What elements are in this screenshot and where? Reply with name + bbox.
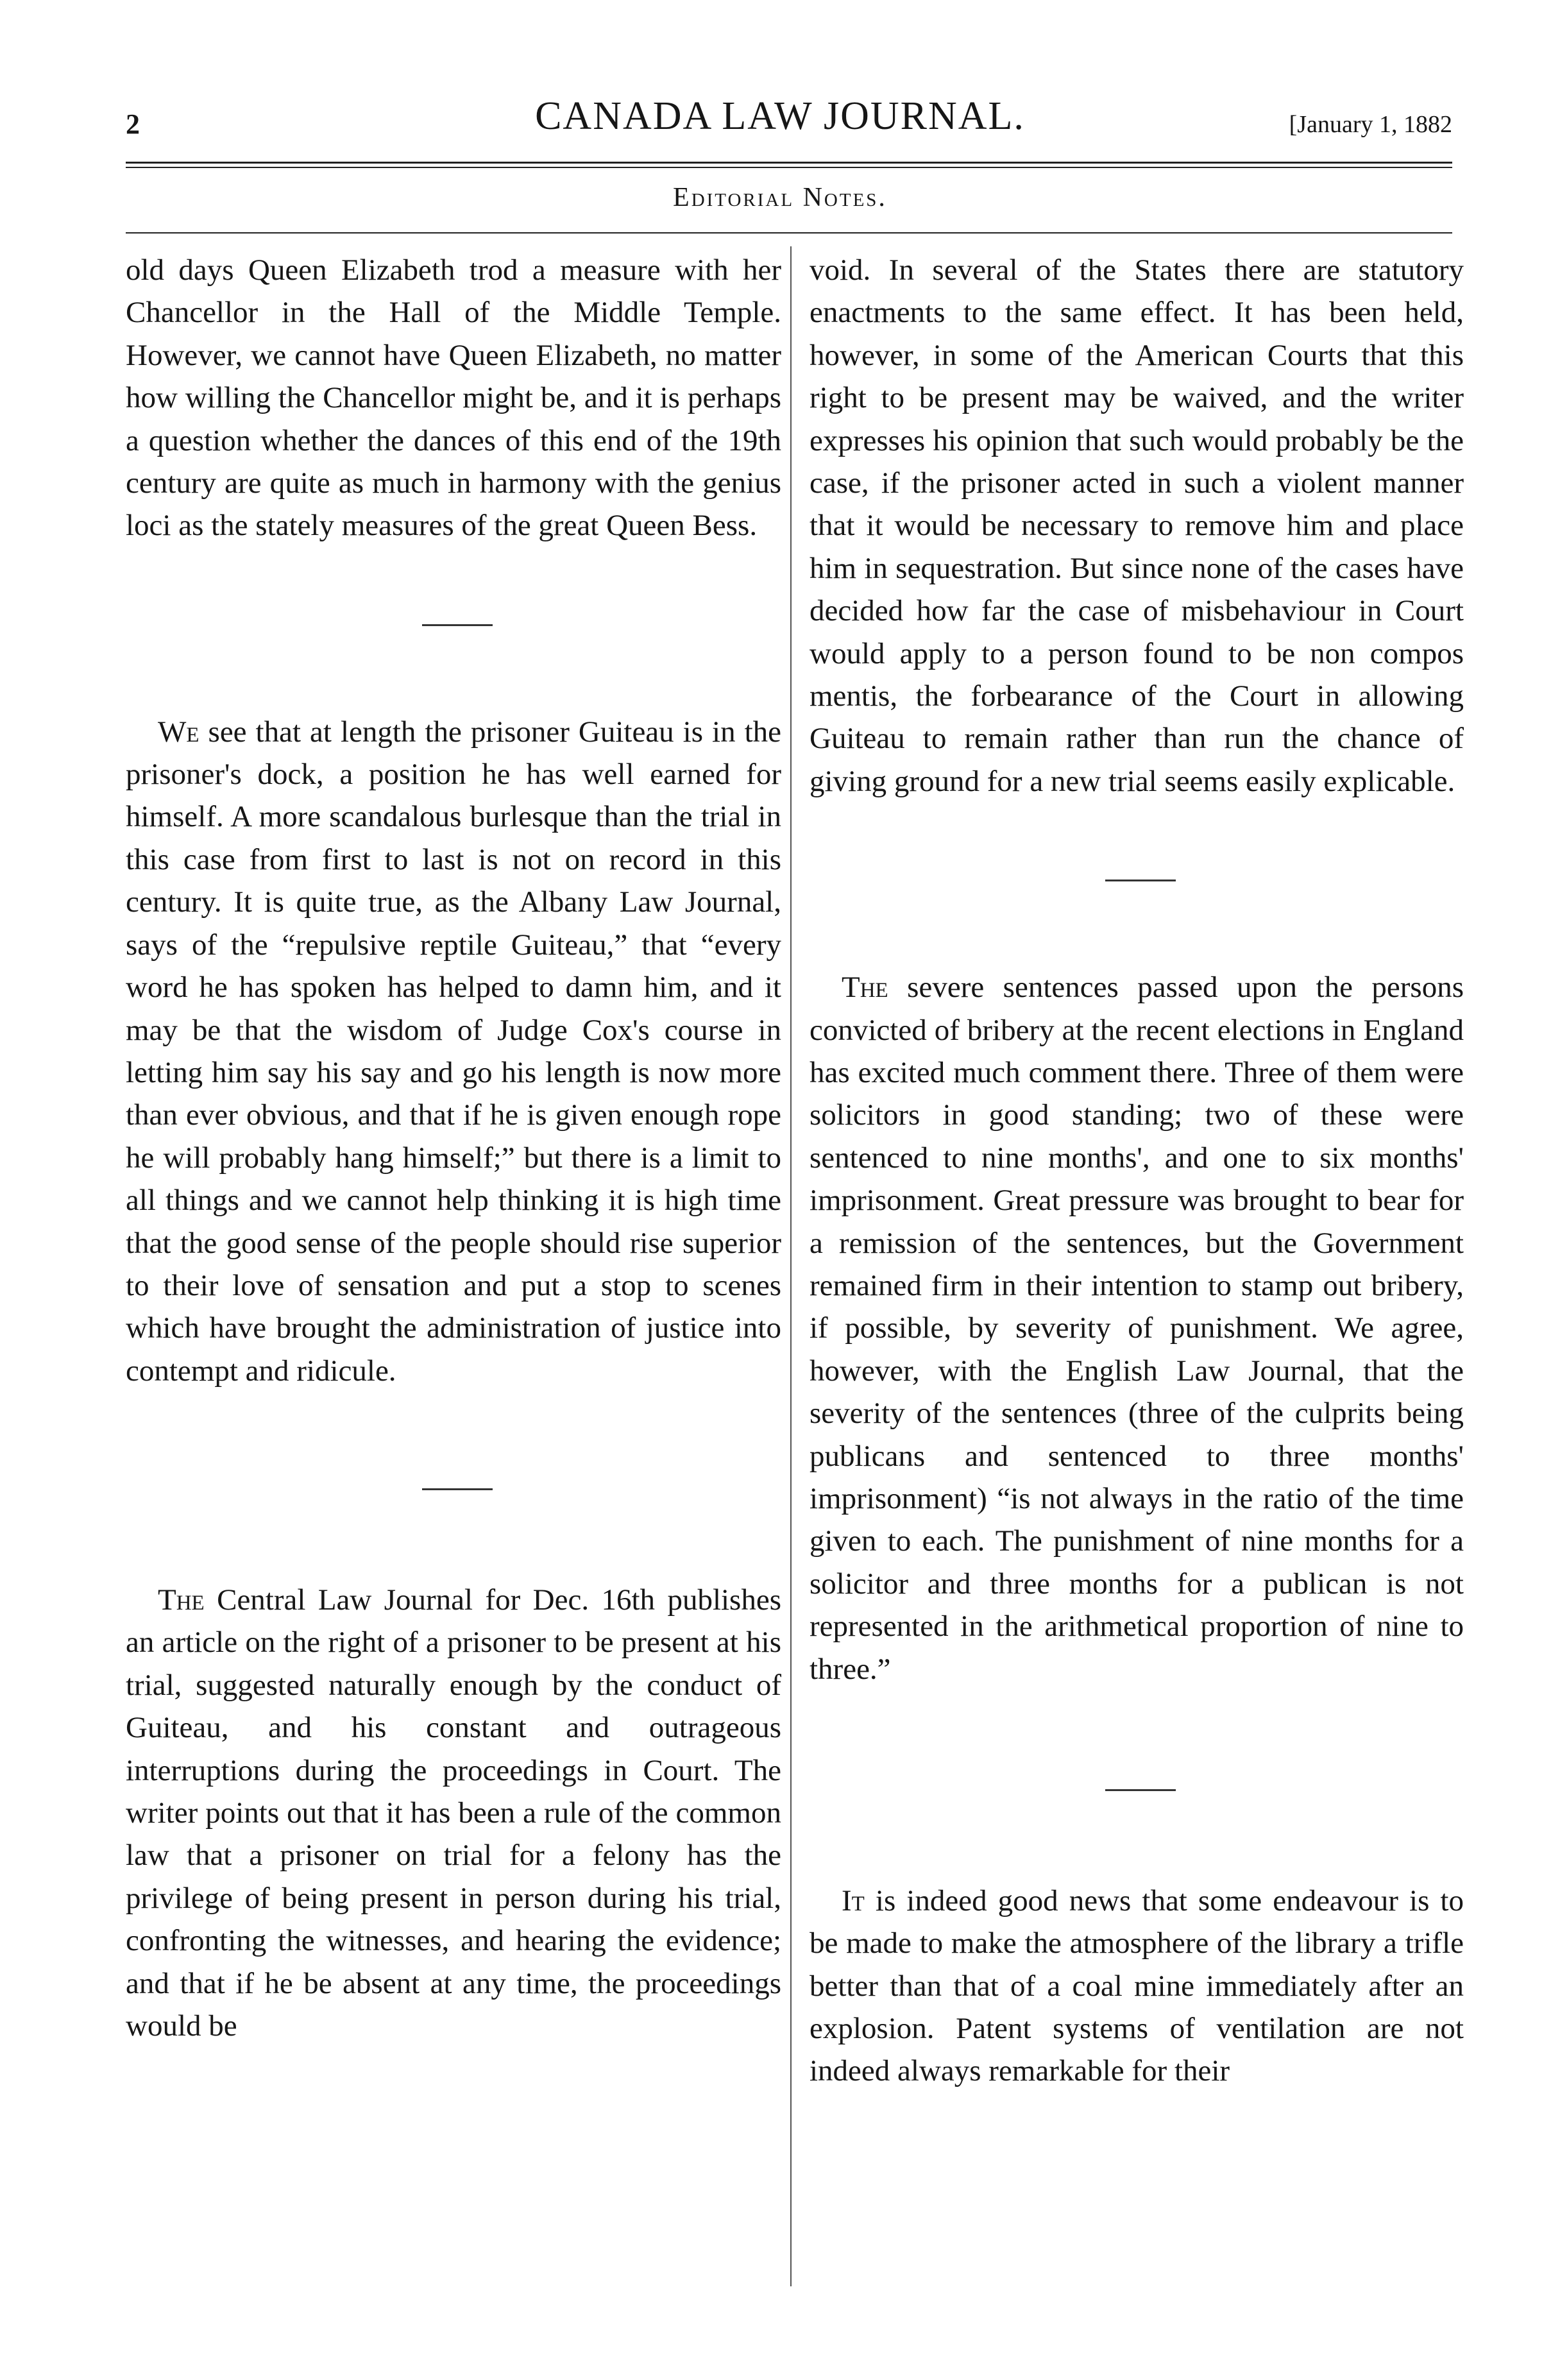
header-rule-top: [126, 162, 1452, 164]
paragraph-body: Central Law Journal for Dec. 16th publishes an article on the right of a prisoner to be present at his trial, suggested naturally enough by the conduct of Guiteau, and his constant and outrageous interruptions during the proceedings in Court. The writer points out that it has been a rule of the common law that a prisoner on trial for a felony has the privilege of being present in person during his trial, confronting the witnesses, and hearing the evidence; and that if he be absent at any time, the proceedings would be: [126, 1583, 781, 2043]
left-paragraph-2: [126, 711, 781, 1393]
header-rule-top-2: [126, 167, 1452, 168]
right-separator-1: [810, 845, 1464, 899]
left-paragraph-3: [126, 1579, 781, 2047]
column-divider: [790, 246, 792, 2286]
right-column: [810, 249, 1464, 2093]
right-paragraph-2: [810, 966, 1464, 1690]
journal-title: CANADA LAW JOURNAL.: [535, 94, 1025, 138]
right-separator-2: [810, 1755, 1464, 1809]
section-title: Editorial Notes.: [673, 183, 887, 212]
paragraph-body: see that at length the prisoner Guiteau is in the prisoner's dock, a position he has well earned for himself. A more scandalous burlesque than the trial in this case from first to last is not on record in this century. It is quite true, as the Albany Law Journal, says of the “repulsive reptile Guiteau,” that “every word he has spoken has helped to damn him, and it may be that the wisdom of Judge Cox's course in letting him say his say and go his length is now more than ever obvious, and that if he is given enough rope he will probably hang himself;” but there is a limit to all things and we cannot help thinking it is high time that the good sense of the people should rise superior to their love of sensation and put a stop to scenes which have brought the administration of justice into contempt and ridicule.: [126, 715, 781, 1388]
left-separator-2: [126, 1454, 781, 1508]
page-number: 2: [126, 108, 140, 140]
paragraph-lead: The: [158, 1583, 205, 1617]
left-separator-1: [126, 590, 781, 644]
issue-date: [January 1, 1882: [1289, 111, 1452, 138]
paragraph-lead: We: [158, 715, 199, 749]
paragraph-body: is indeed good news that some endeavour is to be made to make the atmosphere of the library a trifle better than that of a coal mine immediately after an explosion. Patent systems of ventilation are not indeed always remarkable for their: [810, 1883, 1464, 2088]
paragraph-body: severe sentences passed upon the persons convicted of bribery at the recent elections in England has excited much comment there. Three of them were solicitors in good standing; two of these were sentenced to nine months', and one to six months' imprisonment. Great pressure was brought to bear for a remission of the sentences, but the Government remained firm in their intention to stamp out bribery, if possible, by severity of punishment. We agree, however, with the English Law Journal, that the severity of the sentences (three of the culprits being publicans and sentenced to three months' imprisonment) “is not always in the ratio of the time given to each. The punishment of nine months for a solicitor and three months for a publican is not represented in the arithmetical proportion of nine to three.”: [810, 971, 1464, 1686]
left-column: [126, 249, 781, 2047]
paragraph-lead: It: [842, 1883, 865, 1917]
right-paragraph-3: [810, 1880, 1464, 2093]
section-rule: [126, 232, 1452, 234]
right-paragraph-1: void. In several of the States there are statutory enactments to the same effect. It has been held, however, in some of the American Courts that this right to be present may be waived, and the writer expresses his opinion that such would probably be the case, if the prisoner acted in such a violent manner that it would be necessary to remove him and place him in sequestration. But since none of the cases have decided how far the case of misbehaviour in Court would apply to a person found to be non compos mentis, the forbearance of the Court in allowing Guiteau to remain rather than run the chance of giving ground for a new trial seems easily explicable.: [810, 253, 1464, 798]
left-paragraph-1: old days Queen Elizabeth trod a measure with her Chancellor in the Hall of the Middle Temple. However, we cannot have Queen Elizabeth, no matter how willing the Chancellor might be, and it is perhaps a question whether the dances of this end of the 19th century are quite as much in harmony with the genius loci as the stately measures of the great Queen Bess.: [126, 253, 781, 543]
paragraph-lead: The: [842, 971, 888, 1005]
